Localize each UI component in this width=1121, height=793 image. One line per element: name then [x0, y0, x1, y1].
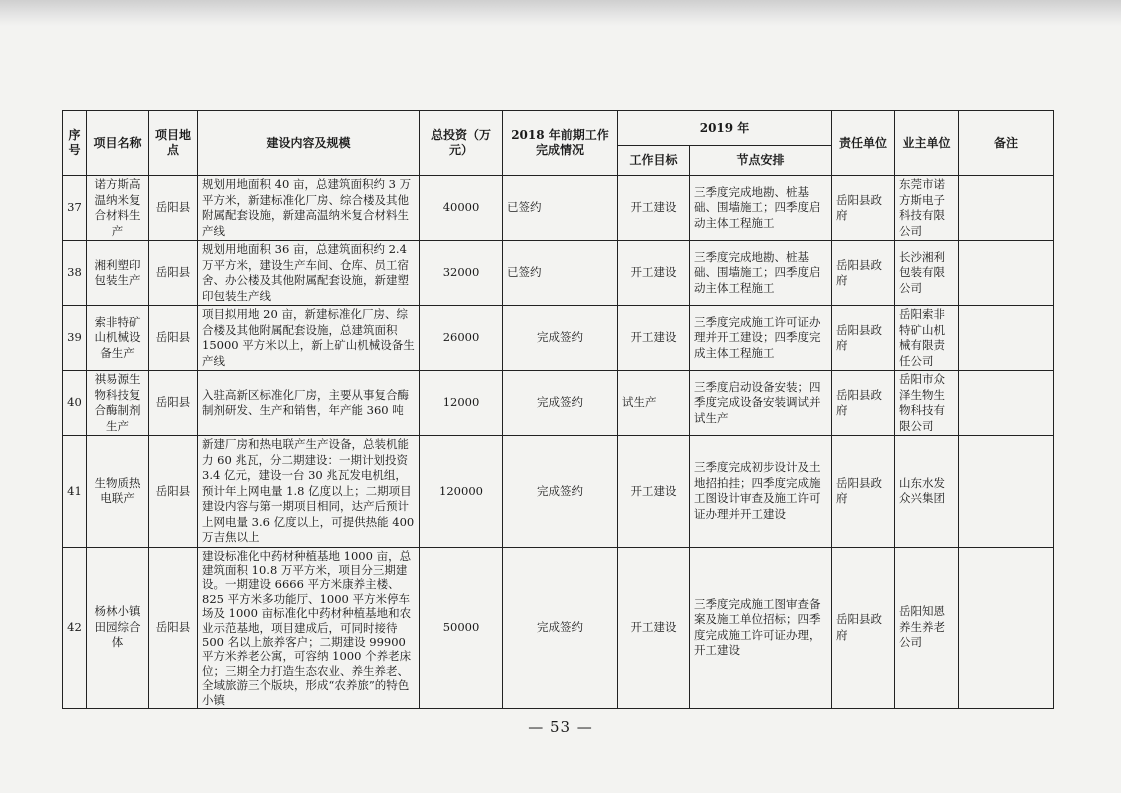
cell-owner: 岳阳索非特矿山机械有限责任公司 [895, 306, 959, 371]
cell-seq: 40 [63, 371, 87, 436]
cell-name: 祺易源生物科技复合酶制剂生产 [87, 371, 149, 436]
cell-milestones: 三季度完成地勘、桩基础、围墙施工；四季度启动主体工程施工 [690, 176, 832, 241]
header-milestones: 节点安排 [690, 146, 832, 176]
cell-content: 入驻高新区标准化厂房，主要从事复合酶制剂研发、生产和销售，年产能 360 吨 [198, 371, 420, 436]
table-row [63, 547, 1054, 708]
cell-investment: 120000 [420, 436, 503, 548]
project-table [62, 110, 1054, 709]
header-name: 项目名称 [87, 111, 149, 176]
cell-seq: 41 [63, 436, 87, 548]
cell-name: 杨林小镇田园综合体 [87, 547, 149, 708]
header-investment: 总投资（万元） [420, 111, 503, 176]
cell-investment: 12000 [420, 371, 503, 436]
cell-goal: 开工建设 [618, 306, 690, 371]
cell-notes [959, 176, 1054, 241]
cell-owner: 山东水发众兴集团 [895, 436, 959, 548]
header-responsible: 责任单位 [832, 111, 895, 176]
scan-shadow [0, 0, 1121, 26]
cell-milestones: 三季度完成初步设计及土地招拍挂；四季度完成施工图设计审查及施工许可证办理并开工建设 [690, 436, 832, 548]
header-content: 建设内容及规模 [198, 111, 420, 176]
header-year-group: 2019 年 [618, 111, 832, 146]
cell-owner: 岳阳知恩养生养老公司 [895, 547, 959, 708]
cell-seq: 37 [63, 176, 87, 241]
cell-milestones: 三季度完成地勘、桩基础、围墙施工；四季度启动主体工程施工 [690, 241, 832, 306]
table-row [63, 241, 1054, 306]
cell-seq: 42 [63, 547, 87, 708]
cell-goal: 试生产 [618, 371, 690, 436]
cell-responsible: 岳阳县政府 [832, 241, 895, 306]
cell-goal: 开工建设 [618, 436, 690, 548]
cell-responsible: 岳阳县政府 [832, 371, 895, 436]
cell-name: 索非特矿山机械设备生产 [87, 306, 149, 371]
cell-investment: 32000 [420, 241, 503, 306]
cell-responsible: 岳阳县政府 [832, 547, 895, 708]
cell-name: 湘利塑印包装生产 [87, 241, 149, 306]
header-row [63, 111, 1054, 146]
cell-notes [959, 306, 1054, 371]
cell-name: 生物质热电联产 [87, 436, 149, 548]
page-number: — 53 — [528, 718, 593, 736]
cell-location: 岳阳县 [149, 436, 198, 548]
header-seq: 序号 [63, 111, 87, 176]
cell-prework: 已签约 [503, 241, 618, 306]
cell-notes [959, 241, 1054, 306]
cell-seq: 38 [63, 241, 87, 306]
cell-content: 建设标准化中药材种植基地 1000 亩，总建筑面积 10.8 万平方米，项目分三期建设。一期建设 6666 平方米康养主楼、825 平方米多功能厅、1000 平方米停车场及 1000 亩标准化中药材种植基地和农业示范基地，项目建成后，可同时接待 500 名以上旅养客户；二期建设 99900 平方米养老公寓，可容纳 1000 个养老床位；三期全力打造生态农业、养生养老、全域旅游三个版块，形成“农养旅”的特色小镇 [198, 547, 420, 708]
cell-milestones: 三季度启动设备安装；四季度完成设备安装调试并试生产 [690, 371, 832, 436]
cell-milestones: 三季度完成施工图审查备案及施工单位招标；四季度完成施工许可证办理，开工建设 [690, 547, 832, 708]
cell-owner: 岳阳市众泽生物生物科技有限公司 [895, 371, 959, 436]
cell-location: 岳阳县 [149, 176, 198, 241]
cell-prework: 完成签约 [503, 371, 618, 436]
cell-content: 规划用地面积 36 亩，总建筑面积约 2.4 万平方米，建设生产车间、仓库、员工宿舍、办公楼及其他附属配套设施，新建塑印包装生产线 [198, 241, 420, 306]
cell-content: 新建厂房和热电联产生产设备，总装机能力 60 兆瓦，分二期建设：一期计划投资 3.4 亿元，建设一台 30 兆瓦发电机组，预计年上网电量 1.8 亿度以上；二期项目建设内容与第一期项目相同，达产后预计上网电量 3.6 亿度以上，可提供热能 400 万吉焦以上 [198, 436, 420, 548]
cell-seq: 39 [63, 306, 87, 371]
cell-responsible: 岳阳县政府 [832, 306, 895, 371]
header-notes: 备注 [959, 111, 1054, 176]
table-row [63, 306, 1054, 371]
cell-prework: 完成签约 [503, 306, 618, 371]
cell-prework: 完成签约 [503, 436, 618, 548]
table-row [63, 436, 1054, 548]
cell-prework: 已签约 [503, 176, 618, 241]
cell-location: 岳阳县 [149, 547, 198, 708]
table-row [63, 371, 1054, 436]
cell-goal: 开工建设 [618, 241, 690, 306]
cell-location: 岳阳县 [149, 241, 198, 306]
header-location: 项目地点 [149, 111, 198, 176]
cell-notes [959, 436, 1054, 548]
table-row [63, 176, 1054, 241]
cell-owner: 长沙湘利包装有限公司 [895, 241, 959, 306]
header-prework: 2018 年前期工作完成情况 [503, 111, 618, 176]
cell-responsible: 岳阳县政府 [832, 176, 895, 241]
cell-investment: 26000 [420, 306, 503, 371]
cell-notes [959, 547, 1054, 708]
cell-notes [959, 371, 1054, 436]
cell-investment: 50000 [420, 547, 503, 708]
header-owner: 业主单位 [895, 111, 959, 176]
cell-name: 诺方斯高温纳米复合材料生产 [87, 176, 149, 241]
cell-investment: 40000 [420, 176, 503, 241]
cell-responsible: 岳阳县政府 [832, 436, 895, 548]
cell-location: 岳阳县 [149, 371, 198, 436]
cell-location: 岳阳县 [149, 306, 198, 371]
cell-milestones: 三季度完成施工许可证办理并开工建设；四季度完成主体工程施工 [690, 306, 832, 371]
cell-owner: 东莞市诺方斯电子科技有限公司 [895, 176, 959, 241]
cell-content: 项目拟用地 20 亩，新建标准化厂房、综合楼及其他附属配套设施，总建筑面积 15000 平方米以上，新上矿山机械设备生产线 [198, 306, 420, 371]
header-goal: 工作目标 [618, 146, 690, 176]
cell-goal: 开工建设 [618, 176, 690, 241]
cell-goal: 开工建设 [618, 547, 690, 708]
cell-prework: 完成签约 [503, 547, 618, 708]
cell-content: 规划用地面积 40 亩，总建筑面积约 3 万平方米，新建标准化厂房、综合楼及其他附属配套设施，新建高温纳米复合材料生产线 [198, 176, 420, 241]
